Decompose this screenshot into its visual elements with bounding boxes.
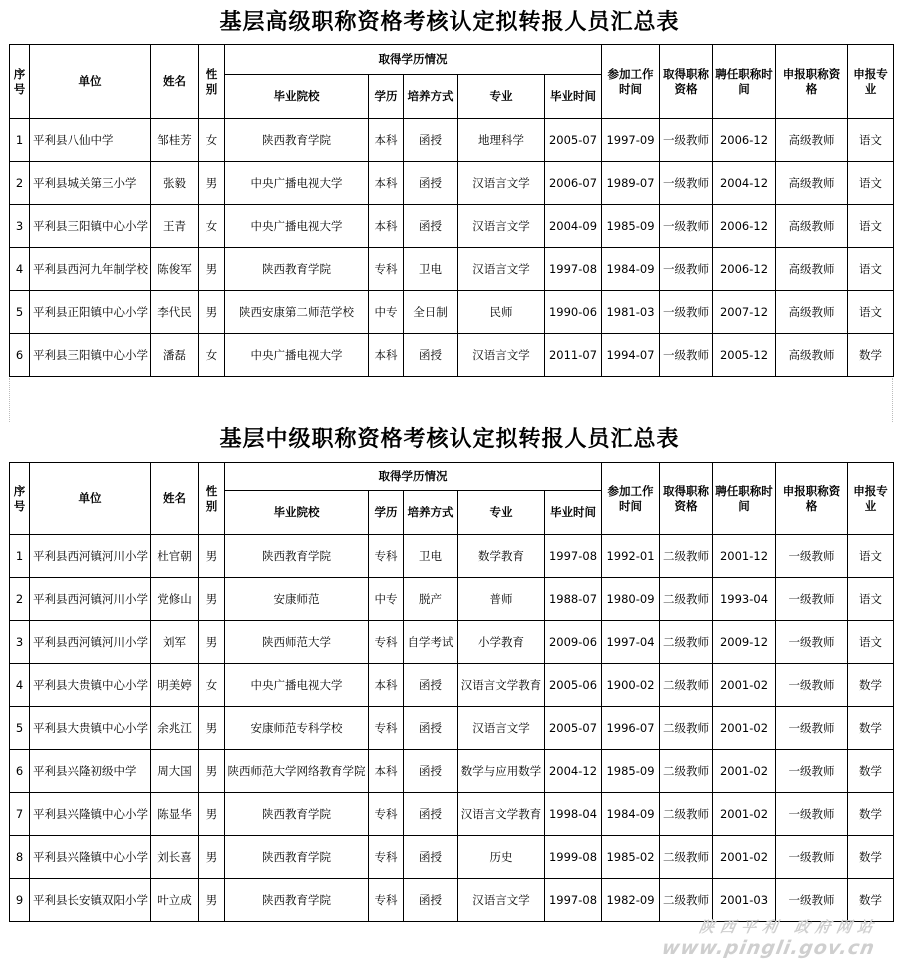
unit-cell: 平利县八仙中学 [30, 119, 151, 162]
hire-time-cell: 2001-02 [713, 750, 776, 793]
degree-cell: 本科 [369, 205, 404, 248]
training-cell: 函授 [404, 664, 458, 707]
unit-cell: 平利县西河镇河川小学 [30, 621, 151, 664]
seq-cell: 3 [10, 205, 30, 248]
grad-time-cell: 2005-07 [545, 707, 602, 750]
seq-cell: 2 [10, 578, 30, 621]
gender-cell: 男 [199, 836, 225, 879]
header-gender: 性别 [199, 463, 225, 535]
work-start-cell: 1985-09 [602, 205, 660, 248]
apply-title-cell: 高级教师 [776, 334, 848, 377]
major-cell: 汉语言文学 [458, 205, 545, 248]
name-cell: 陈俊军 [151, 248, 199, 291]
degree-cell: 本科 [369, 162, 404, 205]
training-cell: 卫电 [404, 248, 458, 291]
intermediate-table-title: 基层中级职称资格考核认定拟转报人员汇总表 [219, 426, 680, 452]
hire-time-cell: 2001-12 [713, 535, 776, 578]
header-school: 毕业院校 [225, 75, 369, 119]
name-cell: 杜官朝 [151, 535, 199, 578]
table-row [10, 621, 894, 664]
apply-major-cell: 语文 [848, 621, 894, 664]
school-cell: 陕西师范大学网络教育学院 [225, 750, 369, 793]
unit-cell: 平利县大贵镇中心小学 [30, 707, 151, 750]
unit-cell: 平利县西河镇河川小学 [30, 578, 151, 621]
apply-title-cell: 一级教师 [776, 750, 848, 793]
degree-cell: 专科 [369, 879, 404, 922]
header-training: 培养方式 [404, 491, 458, 535]
name-cell: 周大国 [151, 750, 199, 793]
work-start-cell: 1996-07 [602, 707, 660, 750]
work-start-cell: 1984-09 [602, 248, 660, 291]
degree-cell: 中专 [369, 578, 404, 621]
major-cell: 汉语言文学教育 [458, 664, 545, 707]
hire-time-cell: 2001-02 [713, 664, 776, 707]
apply-major-cell: 语文 [848, 205, 894, 248]
apply-title-cell: 一级教师 [776, 535, 848, 578]
intermediate-table-body [10, 535, 894, 922]
table-separator [9, 378, 893, 422]
degree-cell: 中专 [369, 291, 404, 334]
degree-cell: 本科 [369, 334, 404, 377]
major-cell: 汉语言文学 [458, 879, 545, 922]
apply-title-cell: 一级教师 [776, 879, 848, 922]
apply-title-cell: 一级教师 [776, 836, 848, 879]
name-cell: 王青 [151, 205, 199, 248]
training-cell: 函授 [404, 119, 458, 162]
apply-major-cell: 语文 [848, 119, 894, 162]
header-hire-time: 聘任职称时间 [713, 45, 776, 119]
grad-time-cell: 1999-08 [545, 836, 602, 879]
hire-time-cell: 2001-03 [713, 879, 776, 922]
name-cell: 李代民 [151, 291, 199, 334]
table-row [10, 162, 894, 205]
training-cell: 函授 [404, 793, 458, 836]
unit-cell: 平利县三阳镇中心小学 [30, 334, 151, 377]
qualification-cell: 一级教师 [660, 162, 713, 205]
school-cell: 中央广播电视大学 [225, 162, 369, 205]
table-row [10, 578, 894, 621]
unit-cell: 平利县长安镇双阳小学 [30, 879, 151, 922]
header-degree: 学历 [369, 75, 404, 119]
training-cell: 函授 [404, 707, 458, 750]
school-cell: 安康师范 [225, 578, 369, 621]
apply-title-cell: 高级教师 [776, 248, 848, 291]
gender-cell: 女 [199, 334, 225, 377]
name-cell: 明美婷 [151, 664, 199, 707]
header-current-qualification: 取得职称资格 [660, 45, 713, 119]
seq-cell: 2 [10, 162, 30, 205]
table-row [10, 334, 894, 377]
site-watermark [661, 916, 881, 959]
degree-cell: 专科 [369, 707, 404, 750]
table-row [10, 248, 894, 291]
apply-title-cell: 一级教师 [776, 707, 848, 750]
unit-cell: 平利县西河镇河川小学 [30, 535, 151, 578]
training-cell: 函授 [404, 836, 458, 879]
school-cell: 中央广播电视大学 [225, 334, 369, 377]
gender-cell: 男 [199, 793, 225, 836]
table-row [10, 291, 894, 334]
school-cell: 陕西教育学院 [225, 793, 369, 836]
apply-major-cell: 数学 [848, 664, 894, 707]
header-education-group: 取得学历情况 [225, 463, 602, 491]
table-row [10, 535, 894, 578]
training-cell: 自学考试 [404, 621, 458, 664]
gender-cell: 男 [199, 750, 225, 793]
grad-time-cell: 1997-08 [545, 535, 602, 578]
name-cell: 张毅 [151, 162, 199, 205]
degree-cell: 本科 [369, 119, 404, 162]
header-hire-time: 聘任职称时间 [713, 463, 776, 535]
work-start-cell: 1992-01 [602, 535, 660, 578]
hire-time-cell: 2001-02 [713, 836, 776, 879]
header-training: 培养方式 [404, 75, 458, 119]
qualification-cell: 二级教师 [660, 879, 713, 922]
school-cell: 陕西教育学院 [225, 535, 369, 578]
gender-cell: 男 [199, 621, 225, 664]
gender-cell: 女 [199, 205, 225, 248]
training-cell: 脱产 [404, 578, 458, 621]
apply-major-cell: 数学 [848, 879, 894, 922]
table-row [10, 707, 894, 750]
work-start-cell: 1985-09 [602, 750, 660, 793]
training-cell: 函授 [404, 750, 458, 793]
gender-cell: 男 [199, 879, 225, 922]
unit-cell: 平利县城关第三小学 [30, 162, 151, 205]
qualification-cell: 二级教师 [660, 621, 713, 664]
header-work-start: 参加工作时间 [602, 45, 660, 119]
work-start-cell: 1997-04 [602, 621, 660, 664]
hire-time-cell: 2006-12 [713, 119, 776, 162]
major-cell: 民师 [458, 291, 545, 334]
major-cell: 数学与应用数学 [458, 750, 545, 793]
qualification-cell: 二级教师 [660, 664, 713, 707]
hire-time-cell: 2004-12 [713, 162, 776, 205]
header-apply-title: 申报职称资格 [776, 45, 848, 119]
header-major: 专业 [458, 75, 545, 119]
seq-cell: 8 [10, 836, 30, 879]
header-seq: 序号 [10, 463, 30, 535]
header-grad-time: 毕业时间 [545, 491, 602, 535]
major-cell: 汉语言文学 [458, 707, 545, 750]
seq-cell: 1 [10, 535, 30, 578]
unit-cell: 平利县兴隆镇中心小学 [30, 793, 151, 836]
school-cell: 安康师范专科学校 [225, 707, 369, 750]
watermark-url: www.pingli.gov.cn [660, 937, 878, 959]
apply-major-cell: 语文 [848, 162, 894, 205]
grad-time-cell: 2011-07 [545, 334, 602, 377]
grad-time-cell: 2009-06 [545, 621, 602, 664]
grad-time-cell: 1997-08 [545, 248, 602, 291]
name-cell: 陈显华 [151, 793, 199, 836]
hire-time-cell: 2006-12 [713, 205, 776, 248]
gender-cell: 女 [199, 664, 225, 707]
degree-cell: 专科 [369, 248, 404, 291]
unit-cell: 平利县兴隆镇中心小学 [30, 836, 151, 879]
work-start-cell: 1980-09 [602, 578, 660, 621]
apply-title-cell: 高级教师 [776, 205, 848, 248]
gender-cell: 男 [199, 578, 225, 621]
senior-summary-table [9, 44, 894, 377]
qualification-cell: 二级教师 [660, 836, 713, 879]
table-row [10, 205, 894, 248]
apply-major-cell: 数学 [848, 750, 894, 793]
school-cell: 陕西教育学院 [225, 248, 369, 291]
school-cell: 中央广播电视大学 [225, 664, 369, 707]
seq-cell: 3 [10, 621, 30, 664]
training-cell: 全日制 [404, 291, 458, 334]
header-name: 姓名 [151, 45, 199, 119]
seq-cell: 6 [10, 334, 30, 377]
school-cell: 陕西教育学院 [225, 836, 369, 879]
grad-time-cell: 1990-06 [545, 291, 602, 334]
table-row [10, 793, 894, 836]
apply-title-cell: 一级教师 [776, 621, 848, 664]
name-cell: 叶立成 [151, 879, 199, 922]
header-gender: 性别 [199, 45, 225, 119]
gender-cell: 男 [199, 535, 225, 578]
hire-time-cell: 2009-12 [713, 621, 776, 664]
unit-cell: 平利县三阳镇中心小学 [30, 205, 151, 248]
header-unit: 单位 [30, 463, 151, 535]
major-cell: 普师 [458, 578, 545, 621]
degree-cell: 专科 [369, 621, 404, 664]
hire-time-cell: 2001-02 [713, 793, 776, 836]
hire-time-cell: 2001-02 [713, 707, 776, 750]
apply-title-cell: 一级教师 [776, 664, 848, 707]
seq-cell: 9 [10, 879, 30, 922]
gender-cell: 男 [199, 162, 225, 205]
work-start-cell: 1994-07 [602, 334, 660, 377]
grad-time-cell: 2004-09 [545, 205, 602, 248]
header-degree: 学历 [369, 491, 404, 535]
qualification-cell: 二级教师 [660, 750, 713, 793]
intermediate-summary-table [9, 462, 894, 922]
grad-time-cell: 2005-06 [545, 664, 602, 707]
major-cell: 小学教育 [458, 621, 545, 664]
header-current-qualification: 取得职称资格 [660, 463, 713, 535]
apply-title-cell: 高级教师 [776, 119, 848, 162]
work-start-cell: 1982-09 [602, 879, 660, 922]
seq-cell: 4 [10, 664, 30, 707]
unit-cell: 平利县大贵镇中心小学 [30, 664, 151, 707]
grad-time-cell: 1997-08 [545, 879, 602, 922]
name-cell: 潘磊 [151, 334, 199, 377]
qualification-cell: 一级教师 [660, 119, 713, 162]
qualification-cell: 一级教师 [660, 291, 713, 334]
degree-cell: 本科 [369, 750, 404, 793]
name-cell: 党修山 [151, 578, 199, 621]
header-work-start: 参加工作时间 [602, 463, 660, 535]
qualification-cell: 二级教师 [660, 707, 713, 750]
apply-major-cell: 数学 [848, 836, 894, 879]
name-cell: 刘军 [151, 621, 199, 664]
unit-cell: 平利县西河九年制学校 [30, 248, 151, 291]
apply-major-cell: 语文 [848, 578, 894, 621]
degree-cell: 专科 [369, 836, 404, 879]
hire-time-cell: 2006-12 [713, 248, 776, 291]
table-row [10, 750, 894, 793]
major-cell: 汉语言文学教育 [458, 793, 545, 836]
name-cell: 余兆江 [151, 707, 199, 750]
apply-title-cell: 一级教师 [776, 793, 848, 836]
seq-cell: 4 [10, 248, 30, 291]
seq-cell: 7 [10, 793, 30, 836]
major-cell: 汉语言文学 [458, 334, 545, 377]
header-grad-time: 毕业时间 [545, 75, 602, 119]
seq-cell: 5 [10, 291, 30, 334]
hire-time-cell: 2005-12 [713, 334, 776, 377]
seq-cell: 1 [10, 119, 30, 162]
header-education-group: 取得学历情况 [225, 45, 602, 75]
header-major: 专业 [458, 491, 545, 535]
degree-cell: 专科 [369, 535, 404, 578]
header-unit: 单位 [30, 45, 151, 119]
major-cell: 数学教育 [458, 535, 545, 578]
major-cell: 地理科学 [458, 119, 545, 162]
qualification-cell: 二级教师 [660, 793, 713, 836]
seq-cell: 5 [10, 707, 30, 750]
table-row [10, 664, 894, 707]
header-apply-title: 申报职称资格 [776, 463, 848, 535]
apply-title-cell: 高级教师 [776, 162, 848, 205]
apply-major-cell: 语文 [848, 291, 894, 334]
grad-time-cell: 2006-07 [545, 162, 602, 205]
gender-cell: 女 [199, 119, 225, 162]
seq-cell: 6 [10, 750, 30, 793]
major-cell: 历史 [458, 836, 545, 879]
apply-major-cell: 语文 [848, 248, 894, 291]
senior-table-title: 基层高级职称资格考核认定拟转报人员汇总表 [219, 9, 680, 35]
gender-cell: 男 [199, 291, 225, 334]
table-row [10, 119, 894, 162]
apply-title-cell: 一级教师 [776, 578, 848, 621]
school-cell: 中央广播电视大学 [225, 205, 369, 248]
qualification-cell: 二级教师 [660, 535, 713, 578]
school-cell: 陕西师范大学 [225, 621, 369, 664]
apply-major-cell: 数学 [848, 707, 894, 750]
unit-cell: 平利县正阳镇中心小学 [30, 291, 151, 334]
hire-time-cell: 1993-04 [713, 578, 776, 621]
school-cell: 陕西教育学院 [225, 119, 369, 162]
gender-cell: 男 [199, 707, 225, 750]
training-cell: 函授 [404, 162, 458, 205]
training-cell: 函授 [404, 334, 458, 377]
grad-time-cell: 2005-07 [545, 119, 602, 162]
grad-time-cell: 1998-04 [545, 793, 602, 836]
work-start-cell: 1997-09 [602, 119, 660, 162]
grad-time-cell: 1988-07 [545, 578, 602, 621]
training-cell: 函授 [404, 879, 458, 922]
gender-cell: 男 [199, 248, 225, 291]
apply-major-cell: 数学 [848, 334, 894, 377]
work-start-cell: 1900-02 [602, 664, 660, 707]
qualification-cell: 一级教师 [660, 334, 713, 377]
work-start-cell: 1985-02 [602, 836, 660, 879]
training-cell: 函授 [404, 205, 458, 248]
unit-cell: 平利县兴隆初级中学 [30, 750, 151, 793]
school-cell: 陕西安康第二师范学校 [225, 291, 369, 334]
work-start-cell: 1984-09 [602, 793, 660, 836]
name-cell: 刘长喜 [151, 836, 199, 879]
header-name: 姓名 [151, 463, 199, 535]
degree-cell: 专科 [369, 793, 404, 836]
name-cell: 邹桂芳 [151, 119, 199, 162]
watermark-site-name: 陕西平利 政府网站 [698, 918, 881, 936]
major-cell: 汉语言文学 [458, 248, 545, 291]
hire-time-cell: 2007-12 [713, 291, 776, 334]
degree-cell: 本科 [369, 664, 404, 707]
qualification-cell: 一级教师 [660, 205, 713, 248]
apply-major-cell: 数学 [848, 793, 894, 836]
header-seq: 序号 [10, 45, 30, 119]
header-apply-major: 申报专业 [848, 463, 894, 535]
qualification-cell: 一级教师 [660, 248, 713, 291]
major-cell: 汉语言文学 [458, 162, 545, 205]
qualification-cell: 二级教师 [660, 578, 713, 621]
header-apply-major: 申报专业 [848, 45, 894, 119]
header-school: 毕业院校 [225, 491, 369, 535]
grad-time-cell: 2004-12 [545, 750, 602, 793]
work-start-cell: 1989-07 [602, 162, 660, 205]
school-cell: 陕西教育学院 [225, 879, 369, 922]
apply-major-cell: 语文 [848, 535, 894, 578]
work-start-cell: 1981-03 [602, 291, 660, 334]
senior-table-body [10, 119, 894, 377]
apply-title-cell: 高级教师 [776, 291, 848, 334]
training-cell: 卫电 [404, 535, 458, 578]
table-row [10, 836, 894, 879]
